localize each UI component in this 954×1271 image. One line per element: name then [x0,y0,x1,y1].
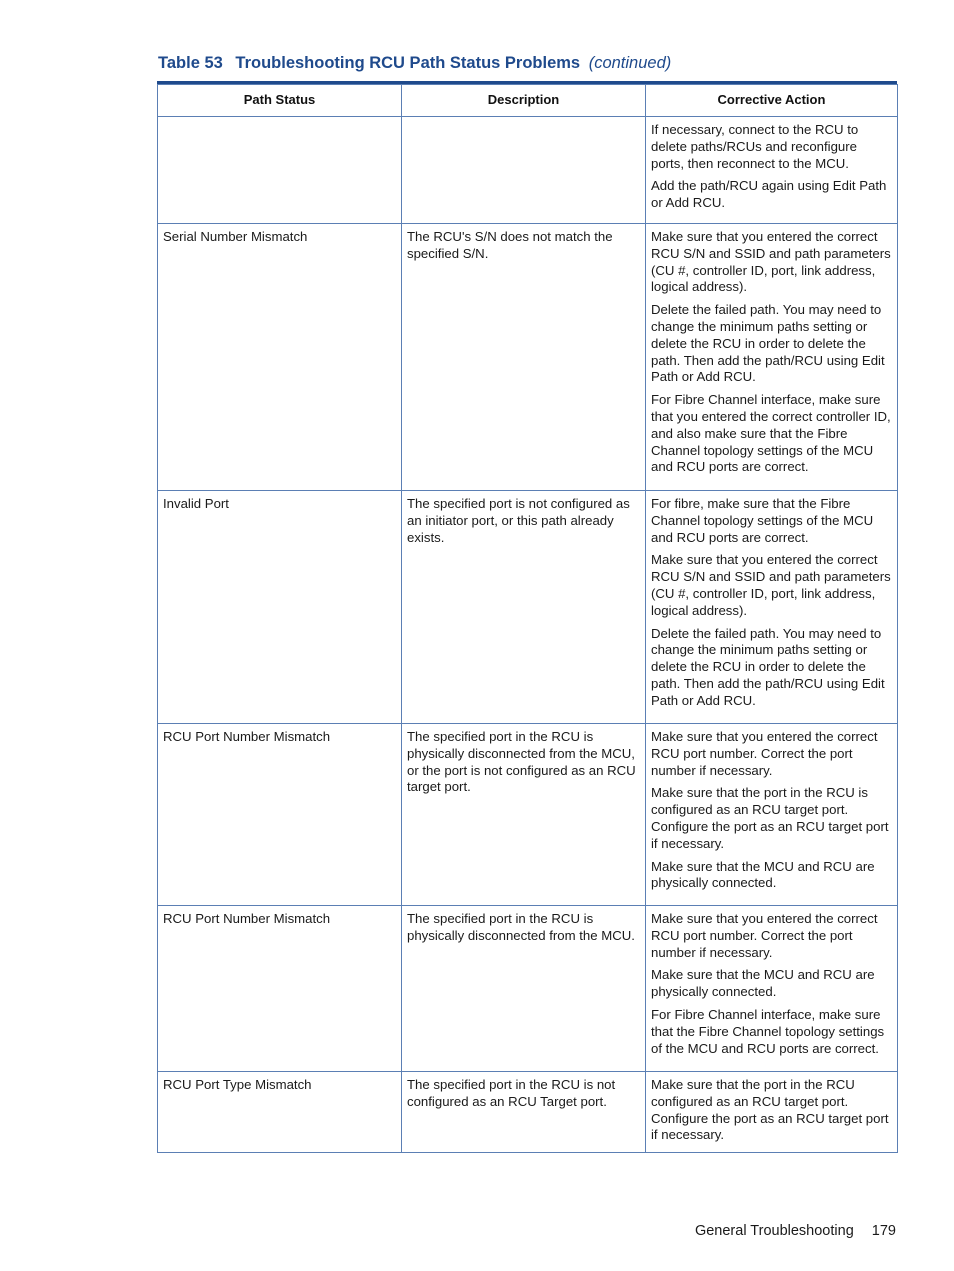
action-text: Make sure that you entered the correct RCU S/N and SSID and path parameters (CU #, controller ID, port, link address, logical address). [651,229,891,295]
action-text: For Fibre Channel interface, make sure that the Fibre Channel topology settings of the MCU and RCU ports are correct. [651,1006,885,1056]
table-row [158,906,898,1072]
table-caption [158,54,898,73]
path-status-cell [158,117,402,224]
action-text: For fibre, make sure that the Fibre Channel topology settings of the MCU and RCU ports are correct. [651,496,874,545]
action-text: Make sure that the port in the RCU configured as an RCU target port. Configure the port as an RCU target port if necessary. [651,1077,889,1143]
page-number: 179 [871,1223,896,1239]
action-text: Make sure that you entered the correct RCU port number. Correct the port number if necessary. [651,729,878,778]
description-cell: The specified port in the RCU is not configured as an RCU Target port. [402,1072,646,1153]
table-row [158,724,898,906]
table-row [158,224,898,491]
corrective-action-cell [646,724,898,906]
troubleshooting-table [157,84,898,1153]
path-status-cell: Invalid Port [158,491,402,724]
path-status-cell: RCU Port Number Mismatch [158,724,402,906]
path-status-cell: RCU Port Type Mismatch [158,1072,402,1153]
description-cell: The specified port in the RCU is physically disconnected from the MCU. [402,906,646,1072]
corrective-action-cell [646,1072,898,1153]
corrective-action-cell [646,224,898,491]
table-row [158,117,898,224]
action-text: Add the path/RCU again using Edit Path or Add RCU. [651,178,887,211]
header-path-status: Path Status [158,85,402,117]
corrective-action-cell [646,491,898,724]
description-cell: The specified port is not configured as an initiator port, or this path already exists. [402,491,646,724]
description-cell: The specified port in the RCU is physically disconnected from the MCU, or the port is not configured as an RCU target port. [402,724,646,906]
corrective-action-cell [646,117,898,224]
header-description: Description [402,85,646,117]
action-text: Make sure that you entered the correct RCU port number. Correct the port number if necessary. [651,911,878,960]
header-row [158,85,898,117]
table-row [158,491,898,724]
action-text: Delete the failed path. You may need to change the minimum paths setting or delete the RCU in order to delete the path. Then add the path/RCU using Edit Path or Add RCU. [651,625,885,708]
table-row [158,1072,898,1153]
action-text: Make sure that you entered the correct RCU S/N and SSID and path parameters (CU #, controller ID, port, link address, logical address). [651,552,891,618]
action-text: Make sure that the MCU and RCU are physically connected. [651,967,875,1000]
path-status-cell: Serial Number Mismatch [158,224,402,491]
action-text: Make sure that the MCU and RCU are physically connected. [651,858,875,891]
continued-label: (continued) [588,54,672,72]
header-corrective-action: Corrective Action [646,85,898,117]
action-text: Delete the failed path. You may need to change the minimum paths setting or delete the RCU in order to delete the path. Then add the path/RCU using Edit Path or Add RCU. [651,302,885,385]
table-number: Table 53 [158,54,223,72]
corrective-action-cell [646,906,898,1072]
description-cell [402,117,646,224]
action-text: For Fibre Channel interface, make sure that you entered the correct controller ID, and also make sure that the Fibre Channel topology settings of the MCU and RCU ports are correct. [651,392,891,475]
action-text: If necessary, connect to the RCU to delete paths/RCUs and reconfigure ports, then reconnect to the MCU. [651,122,859,171]
footer-section-title: General Troubleshooting [694,1223,854,1239]
action-text: Make sure that the port in the RCU is configured as an RCU target port. Configure the port as an RCU target port if necessary. [651,785,889,851]
page-footer [695,1223,896,1239]
description-cell: The RCU's S/N does not match the specified S/N. [402,224,646,491]
path-status-cell: RCU Port Number Mismatch [158,906,402,1072]
table-title: Troubleshooting RCU Path Status Problems [235,54,581,72]
